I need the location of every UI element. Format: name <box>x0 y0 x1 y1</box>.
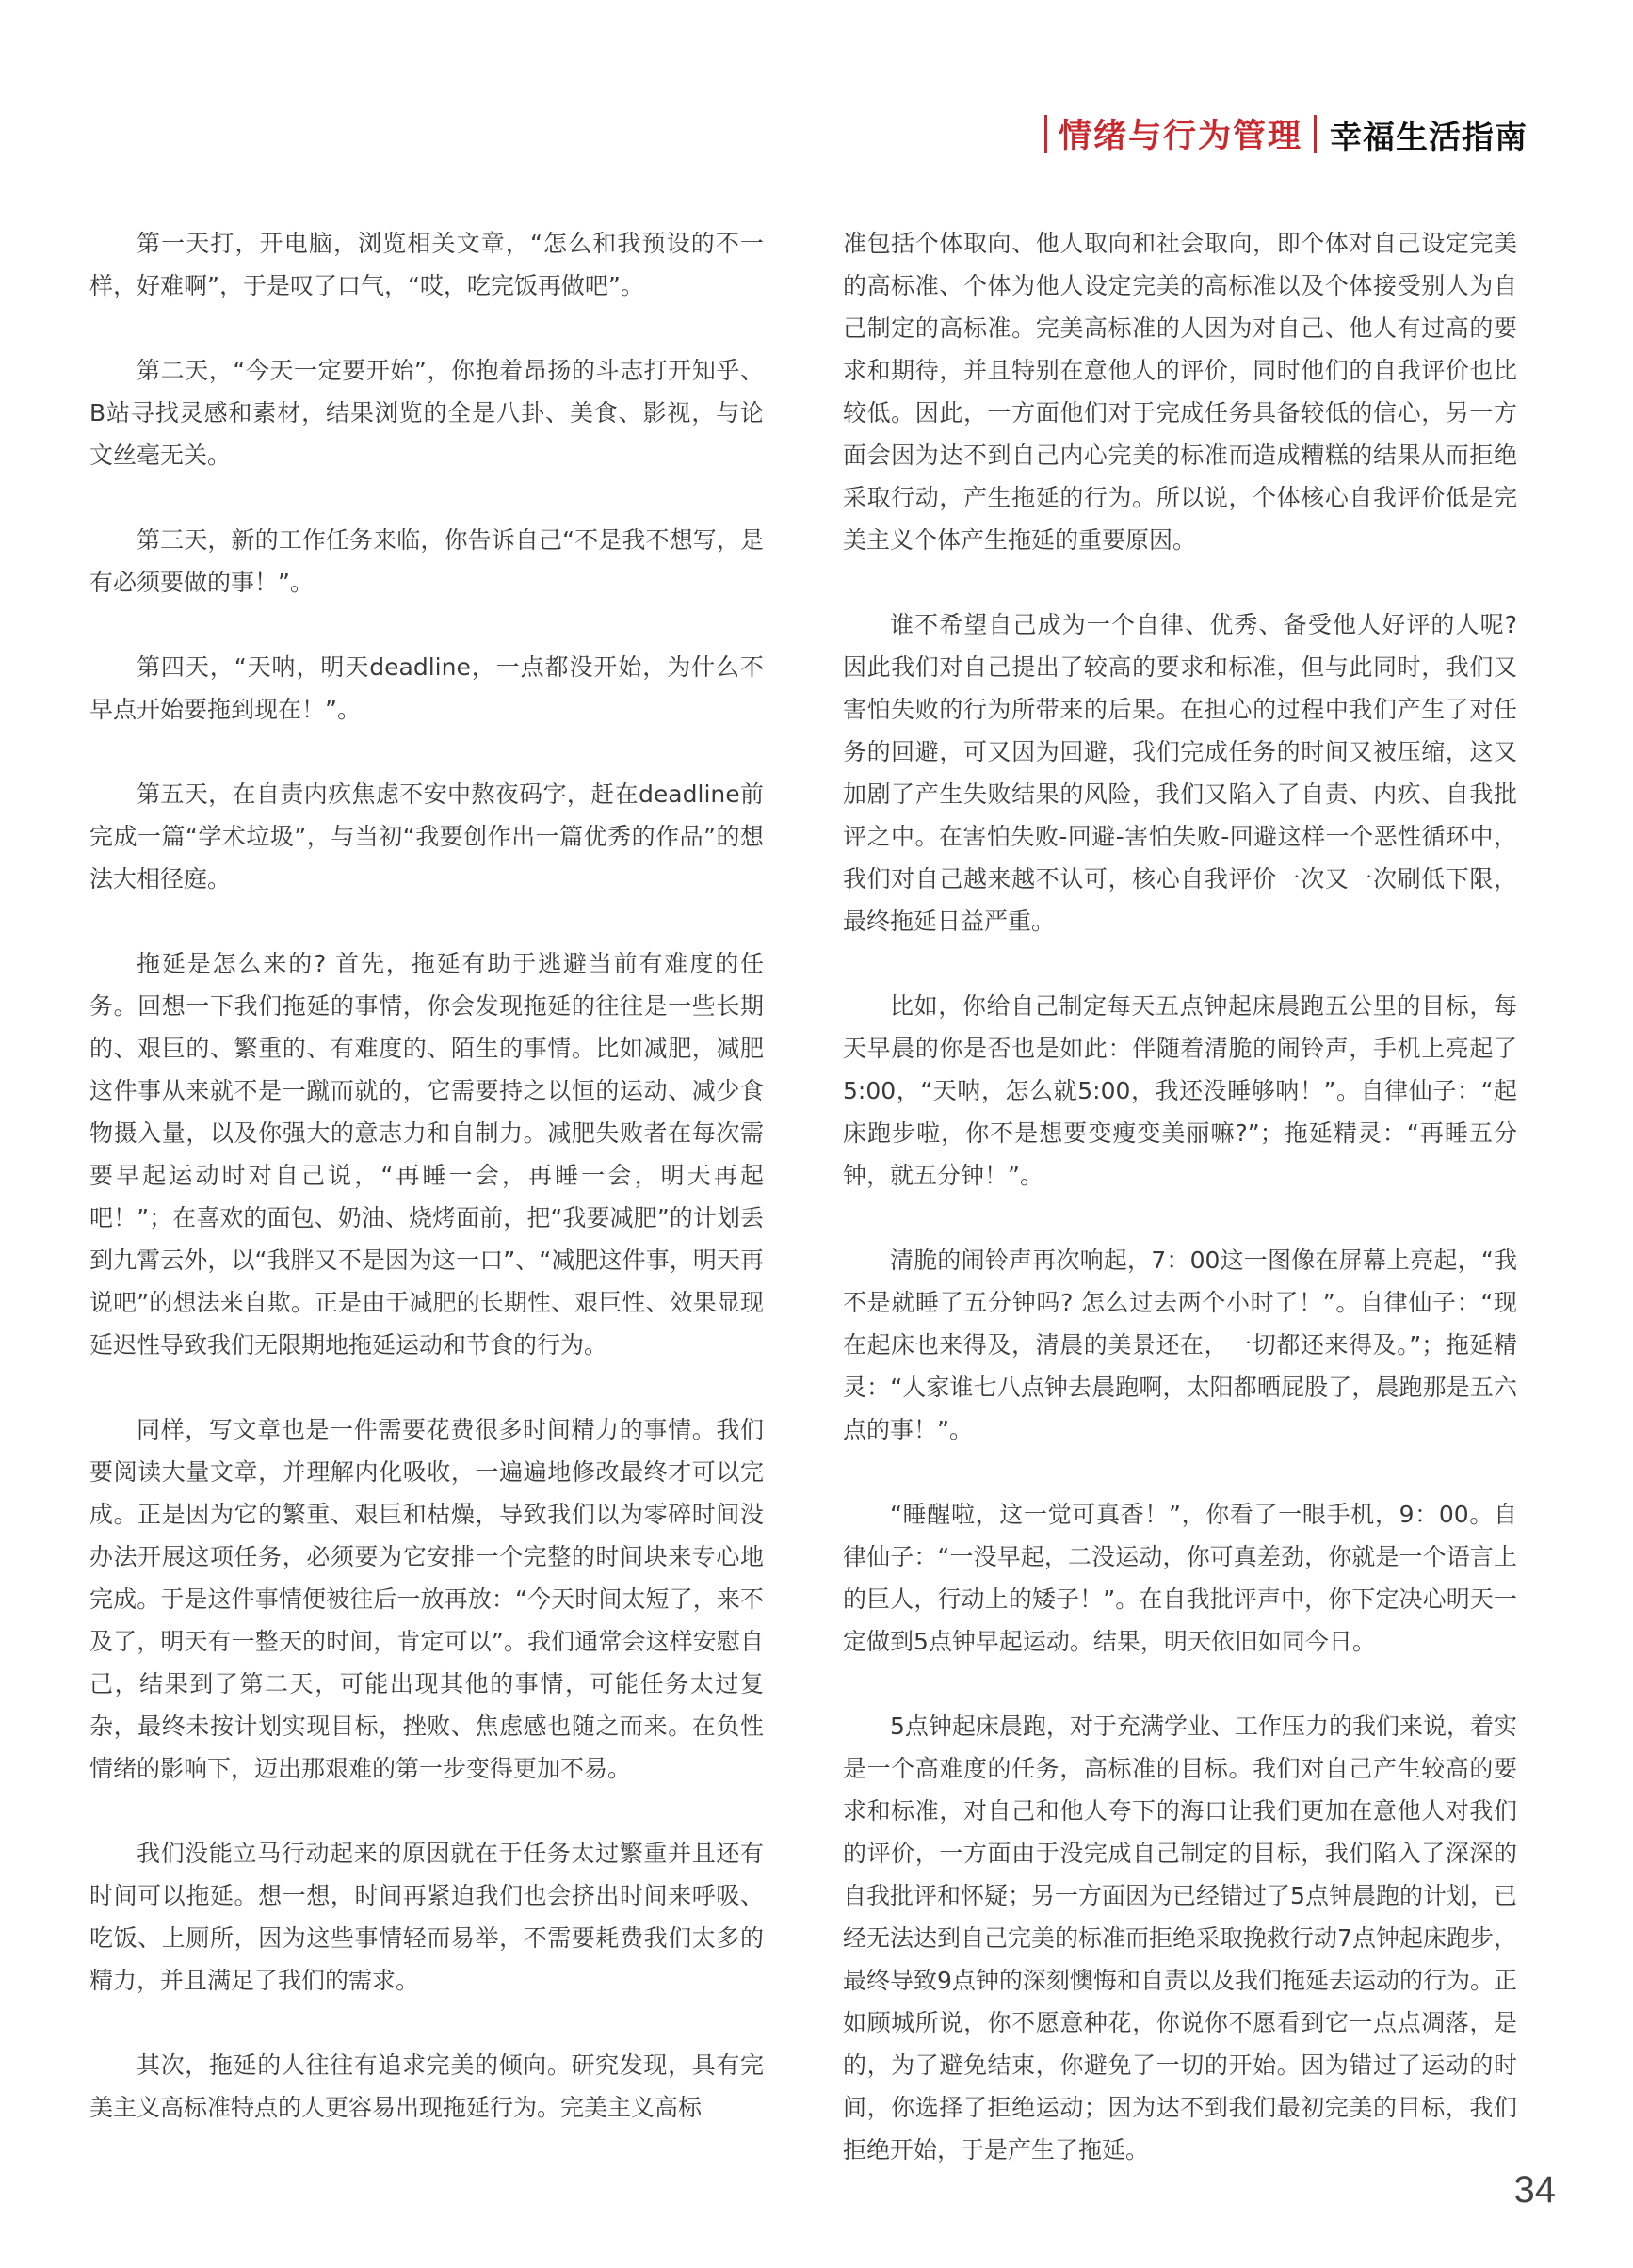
paragraph: 清脆的闹铃声再次响起，7：00这一图像在屏幕上亮起，“我不是就睡了五分钟吗? 怎么过去两个小时了！”。自律仙子：“现在起床也来得及，清晨的美景还在，一切都还来得及。”；拖延精灵：“人家谁七八点钟去晨跑啊，太阳都晒屁股了，晨跑那是五六点的事！”。 <box>843 1247 1517 1443</box>
paragraph: 其次，拖延的人往往有追求完美的倾向。研究发现，具有完美主义高标准特点的人更容易出现拖延行为。完美主义高标 <box>89 2051 764 2121</box>
paragraph: 第二天，“今天一定要开始”，你抱着昂扬的斗志打开知乎、B站寻找灵感和素材，结果浏览的全是八卦、美食、影视，与论文丝毫无关。 <box>89 357 764 469</box>
paragraph: “睡醒啦，这一觉可真香！”，你看了一眼手机，9：00。自律仙子：“一没早起，二没运动，你可真差劲，你就是一个语言上的巨人，行动上的矮子！”。在自我批评声中，你下定决心明天一定做到5点钟早起运动。结果，明天依旧如同今日。 <box>843 1501 1517 1655</box>
paragraph: 第五天，在自责内疚焦虑不安中熬夜码字，赶在deadline前完成一篇“学术垃圾”，与当初“我要创作出一篇优秀的作品”的想法大相径庭。 <box>89 780 764 893</box>
paragraph: 5点钟起床晨跑，对于充满学业、工作压力的我们来说，着实是一个高难度的任务，高标准的目标。我们对自己产生较高的要求和标准，对自己和他人夸下的海口让我们更加在意他人对我们的评价，一方面由于没完成自己制定的目标，我们陷入了深深的自我批评和怀疑；另一方面因为已经错过了5点钟晨跑的计划，已经无法达到自己完美的标准而拒绝采取挽救行动7点钟起床跑步，最终导致9点钟的深刻懊悔和自责以及我们拖延去运动的行为。正如顾城所说，你不愿意种花，你说你不愿看到它一点点凋落，是的，为了避免结束，你避免了一切的开始。因为错过了运动的时间，你选择了拒绝运动；因为达不到我们最初完美的目标，我们拒绝开始，于是产生了拖延。 <box>843 1713 1517 2163</box>
paragraph: 拖延是怎么来的? 首先，拖延有助于逃避当前有难度的任务。回想一下我们拖延的事情，你会发现拖延的往往是一些长期的、艰巨的、繁重的、有难度的、陌生的事情。比如减肥，减肥这件事从来就不是一蹴而就的，它需要持之以恒的运动、减少食物摄入量，以及你强大的意志力和自制力。减肥失败者在每次需要早起运动时对自己说，“再睡一会，再睡一会，明天再起吧！”；在喜欢的面包、奶油、烧烤面前，把“我要减肥”的计划丢到九霄云外，以“我胖又不是因为这一口”、“减肥这件事，明天再说吧”的想法来自欺。正是由于减肥的长期性、艰巨性、效果显现延迟性导致我们无限期地拖延运动和节食的行为。 <box>89 950 764 1359</box>
paragraph: 比如，你给自己制定每天五点钟起床晨跑五公里的目标，每天早晨的你是否也是如此：伴随着清脆的闹铃声，手机上亮起了5:00，“天呐，怎么就5:00，我还没睡够呐！”。自律仙子：“起床跑步啦，你不是想要变瘦变美丽嘛?”；拖延精灵：“再睡五分钟，就五分钟！”。 <box>843 992 1517 1189</box>
header-divider <box>1314 115 1317 153</box>
header-divider <box>1044 115 1047 153</box>
column-brand: 幸福生活指南 <box>1330 118 1528 156</box>
paragraph-continued: 准包括个体取向、他人取向和社会取向，即个体对自己设定完美的高标准、个体为他人设定完美的高标准以及个体接受别人为自己制定的高标准。完美高标准的人因为对自己、他人有过高的要求和期待，并且特别在意他人的评价，同时他们的自我评价也比较低。因此，一方面他们对于完成任务具备较低的信心，另一方面会因为达不到自己内心完美的标准而造成糟糕的结果从而拒绝采取行动，产生拖延的行为。所以说，个体核心自我评价低是完美主义个体产生拖延的重要原因。 <box>843 230 1517 554</box>
page-number: 34 <box>1513 2169 1556 2211</box>
page-header <box>1044 111 1528 156</box>
paragraph: 同样，写文章也是一件需要花费很多时间精力的事情。我们要阅读大量文章，并理解内化吸收，一遍遍地修改最终才可以完成。正是因为它的繁重、艰巨和枯燥，导致我们以为零碎时间没办法开展这项任务，必须要为它安排一个完整的时间块来专心地完成。于是这件事情便被往后一放再放：“今天时间太短了，来不及了，明天有一整天的时间，肯定可以”。我们通常会这样安慰自己，结果到了第二天，可能出现其他的事情，可能任务太过复杂，最终未按计划实现目标，挫败、焦虑感也随之而来。在负性情绪的影响下，迈出那艰难的第一步变得更加不易。 <box>89 1416 764 1782</box>
paragraph: 我们没能立马行动起来的原因就在于任务太过繁重并且还有时间可以拖延。想一想，时间再紧迫我们也会挤出时间来呼吸、吃饭、上厕所，因为这些事情轻而易举，不需要耗费我们太多的精力，并且满足了我们的需求。 <box>89 1840 764 1994</box>
paragraph: 第四天，“天呐，明天deadline，一点都没开始，为什么不早点开始要拖到现在！”。 <box>89 653 764 723</box>
paragraph: 第一天打，开电脑，浏览相关文章，“怎么和我预设的不一样，好难啊”，于是叹了口气，“哎，吃完饭再做吧”。 <box>89 230 764 299</box>
paragraph: 第三天，新的工作任务来临，你告诉自己“不是我不想写，是有必须要做的事！”。 <box>89 526 764 596</box>
paragraph: 谁不希望自己成为一个自律、优秀、备受他人好评的人呢? 因此我们对自己提出了较高的要求和标准，但与此同时，我们又害怕失败的行为所带来的后果。在担心的过程中我们产生了对任务的回避，可又因为回避，我们完成任务的时间又被压缩，这又加剧了产生失败结果的风险，我们又陷入了自责、内疚、自我批评之中。在害怕失败-回避-害怕失败-回避这样一个恶性循环中，我们对自己越来越不认可，核心自我评价一次又一次刷低下限，最终拖延日益严重。 <box>843 611 1517 935</box>
left-column <box>89 222 764 2129</box>
section-title: 情绪与行为管理 <box>1058 117 1302 155</box>
right-column <box>843 222 1517 2171</box>
